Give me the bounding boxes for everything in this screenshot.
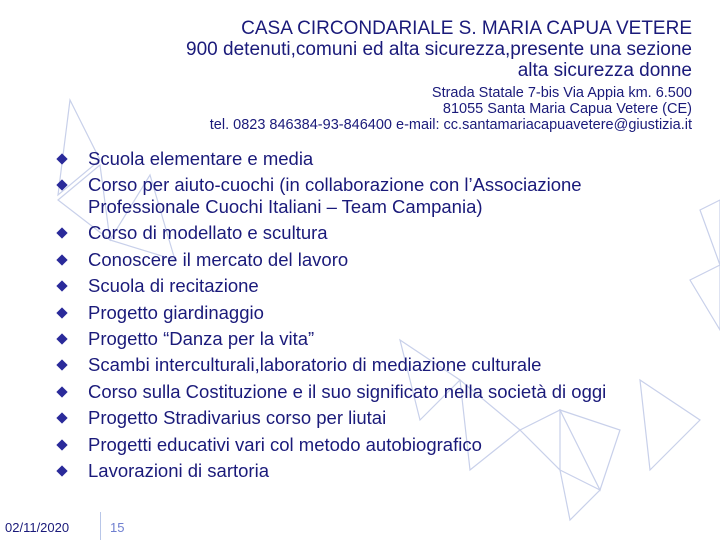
diamond-bullet-icon: [56, 254, 67, 265]
diamond-bullet-icon: [56, 439, 67, 450]
title-line: 900 detenuti,comuni ed alta sicurezza,presente una sezione: [186, 39, 692, 60]
address-line: tel. 0823 846384-93-846400 e-mail: cc.santamariacapuavetere@giustizia.it: [209, 117, 692, 133]
diamond-bullet-icon: [56, 280, 67, 291]
list-item: Corso sulla Costituzione e il suo significato nella società di oggi: [58, 381, 678, 403]
activity-list: [58, 148, 678, 486]
address-line: 81055 Santa Maria Capua Vetere (CE): [442, 101, 692, 117]
footer-date: 02/11/2020: [5, 520, 70, 535]
list-item: Progetti educativi vari col metodo autobiografico: [58, 434, 678, 456]
diamond-bullet-icon: [56, 386, 67, 397]
diamond-bullet-icon: [56, 180, 67, 191]
diamond-bullet-icon: [56, 412, 67, 423]
diamond-bullet-icon: [56, 465, 67, 476]
diamond-bullet-icon: [56, 333, 67, 344]
page-number: [100, 512, 141, 540]
slide-title: [72, 18, 692, 81]
list-item: Conoscere il mercato del lavoro: [58, 249, 678, 271]
list-item: Scuola elementare e media: [58, 148, 678, 170]
list-item: Scuola di recitazione: [58, 275, 678, 297]
diamond-bullet-icon: [56, 228, 67, 239]
list-item: Scambi interculturali,laboratorio di mediazione culturale: [58, 354, 678, 376]
page-number-label: 15: [110, 520, 125, 535]
list-item: Corso di modellato e scultura: [58, 222, 678, 244]
list-item: Progetto “Danza per la vita”: [58, 328, 678, 350]
list-item: Progetto Stradivarius corso per liutai: [58, 407, 678, 429]
address-block: [72, 85, 692, 133]
list-item: Progetto giardinaggio: [58, 302, 678, 324]
diamond-bullet-icon: [56, 153, 67, 164]
title-line: CASA CIRCONDARIALE S. MARIA CAPUA VETERE: [241, 18, 692, 39]
list-item: Lavorazioni di sartoria: [58, 460, 678, 482]
diamond-bullet-icon: [56, 360, 67, 371]
list-item: Corso per aiuto-cuochi (in collaborazione con l’Associazione Professionale Cuochi Italiani – Team Campania): [58, 174, 678, 217]
diamond-bullet-icon: [56, 307, 67, 318]
address-line: Strada Statale 7-bis Via Appia km. 6.500: [431, 85, 692, 101]
title-line: alta sicurezza donne: [517, 60, 692, 81]
